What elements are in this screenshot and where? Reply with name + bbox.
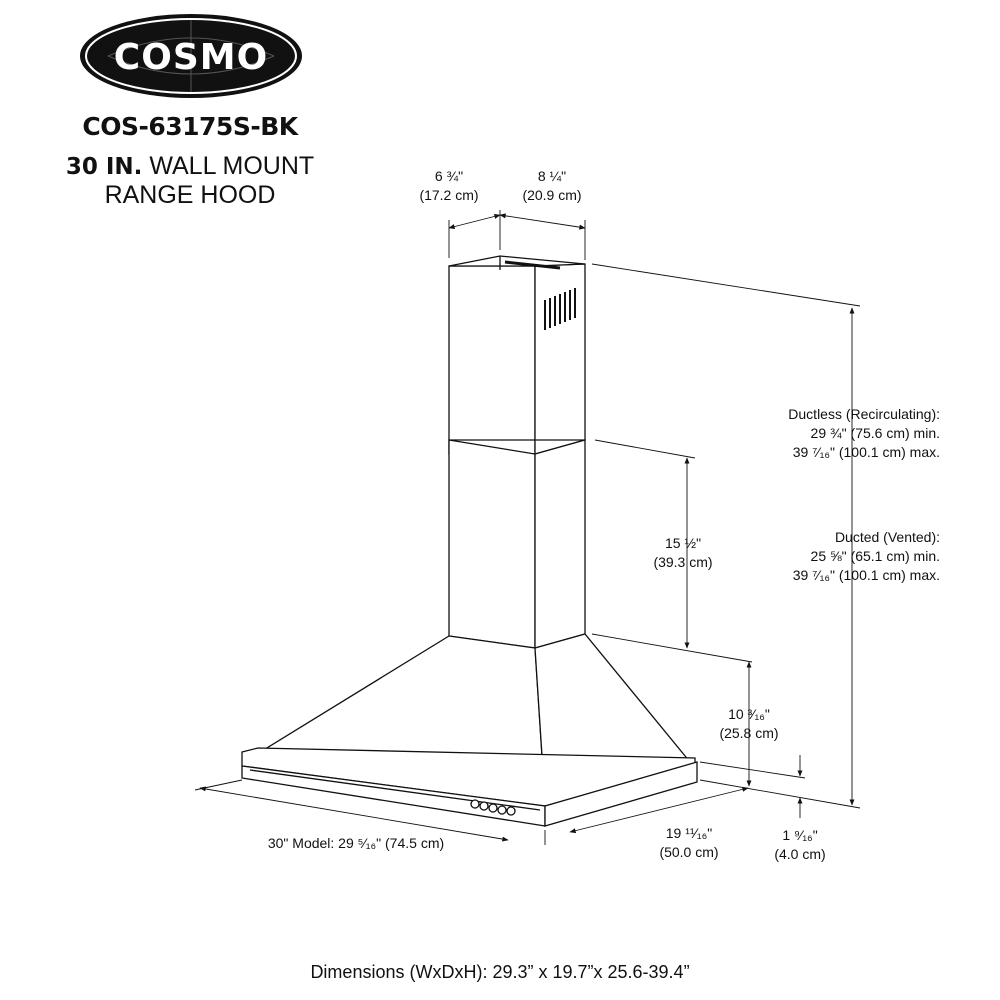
lower-chimney-label: 15 ½" (39.3 cm) (653, 535, 713, 570)
ext-line-lower-top (595, 440, 695, 458)
canopy-height-label: 10 ³⁄₁₆" (25.8 cm) (719, 706, 779, 741)
overall-width-label: 30" Model: 29 ⁵⁄₁₆" (74.5 cm) (267, 835, 445, 851)
lower-chimney (449, 440, 585, 648)
product-line-1: WALL MOUNT (149, 152, 315, 180)
upper-chimney (449, 256, 585, 454)
hood-base (242, 748, 697, 826)
size-label: 30 IN. (65, 154, 143, 180)
product-line-2: RANGE HOOD (104, 181, 276, 209)
logo-text: COSMO (113, 37, 269, 78)
ext-line-top (592, 264, 860, 306)
ext-line-canopy-top (592, 634, 752, 662)
dimensions-summary: Dimensions (WxDxH): 29.3” x 19.7”x 25.6-39.4” (310, 962, 690, 982)
chimney-width-label: 8 ¼" (20.9 cm) (522, 168, 582, 203)
chimney-depth-dim (449, 215, 500, 228)
ducted-label: Ducted (Vented): 25 ⅝" (65.1 cm) min. 39 ⁷⁄₁₆" (100.1 cm) max. (792, 529, 940, 583)
overall-depth-label: 19 ¹¹⁄₁₆" (50.0 cm) (659, 825, 719, 860)
base-height-label: 1 ⁹⁄₁₆" (4.0 cm) (774, 827, 826, 862)
ext-line-base-top (700, 762, 805, 778)
chimney-width-dim (500, 215, 585, 228)
chimney-depth-label: 6 ¾" (17.2 cm) (419, 168, 479, 203)
ductless-label: Ductless (Recirculating): 29 ¾" (75.6 cm) min. 39 ⁷⁄₁₆" (100.1 cm) max. (788, 406, 940, 460)
model-number: COS-63175S-BK (82, 112, 298, 141)
